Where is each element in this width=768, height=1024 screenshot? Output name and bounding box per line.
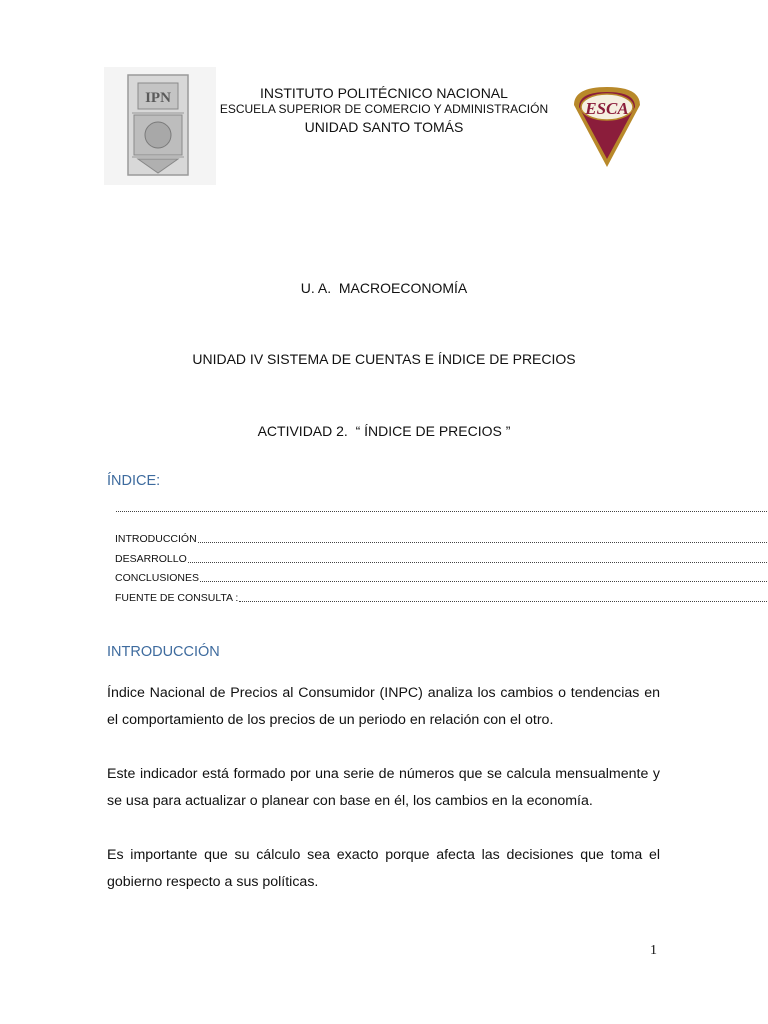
toc-leader <box>239 600 768 602</box>
toc-leader <box>188 561 768 563</box>
toc-entry-label: FUENTE DE CONSULTA : <box>115 592 239 604</box>
index-heading: ÍNDICE: <box>107 473 161 489</box>
course-title: U. A. MACROECONOMÍA <box>300 280 468 296</box>
page-number: 1 <box>650 943 657 958</box>
svg-text:IPN: IPN <box>145 90 171 106</box>
esca-shield-icon <box>568 83 646 171</box>
introduction-heading: INTRODUCCIÓN <box>107 644 220 660</box>
toc-entry-introduccion[interactable] <box>115 533 768 546</box>
esca-logo-text: ESCA <box>585 99 629 118</box>
paragraph: Es importante que su cálculo sea exacto porque afecta las decisiones que toma el gobierno respecto a sus políticas. <box>107 847 660 890</box>
unit-title: UNIDAD IV SISTEMA DE CUENTAS E ÍNDICE DE PRECIOS <box>192 351 576 367</box>
activity-title: ACTIVIDAD 2. “ ÍNDICE DE PRECIOS ” <box>257 423 511 439</box>
toc-entry-desarrollo[interactable] <box>115 553 768 566</box>
toc-leader <box>200 580 768 582</box>
toc-entry-label: INTRODUCCIÓN <box>115 533 197 545</box>
toc-entry-label: DESARROLLO <box>115 553 187 565</box>
toc-entry-label: CONCLUSIONES <box>115 572 200 584</box>
campus-name: UNIDAD SANTO TOMÁS <box>304 119 464 135</box>
toc-entry[interactable] <box>115 510 768 515</box>
toc-leader <box>116 510 768 512</box>
toc-entry-conclusiones[interactable] <box>115 572 768 585</box>
institution-name: INSTITUTO POLITÉCNICO NACIONAL <box>260 85 508 101</box>
paragraph: Este indicador está formado por una serie de números que se calcula mensualmente y se usa para actualizar o planear con base en él, los cambios en la economía. <box>107 766 660 809</box>
school-name: ESCUELA SUPERIOR DE COMERCIO Y ADMINISTRACIÓN <box>219 102 549 116</box>
paragraph: Índice Nacional de Precios al Consumidor (INPC) analiza los cambios o tendencias en el comportamiento de los precios de un periodo en relación con el otro. <box>107 685 660 728</box>
toc-entry-fuente-de-consulta[interactable] <box>115 592 768 605</box>
toc-leader <box>198 541 768 543</box>
